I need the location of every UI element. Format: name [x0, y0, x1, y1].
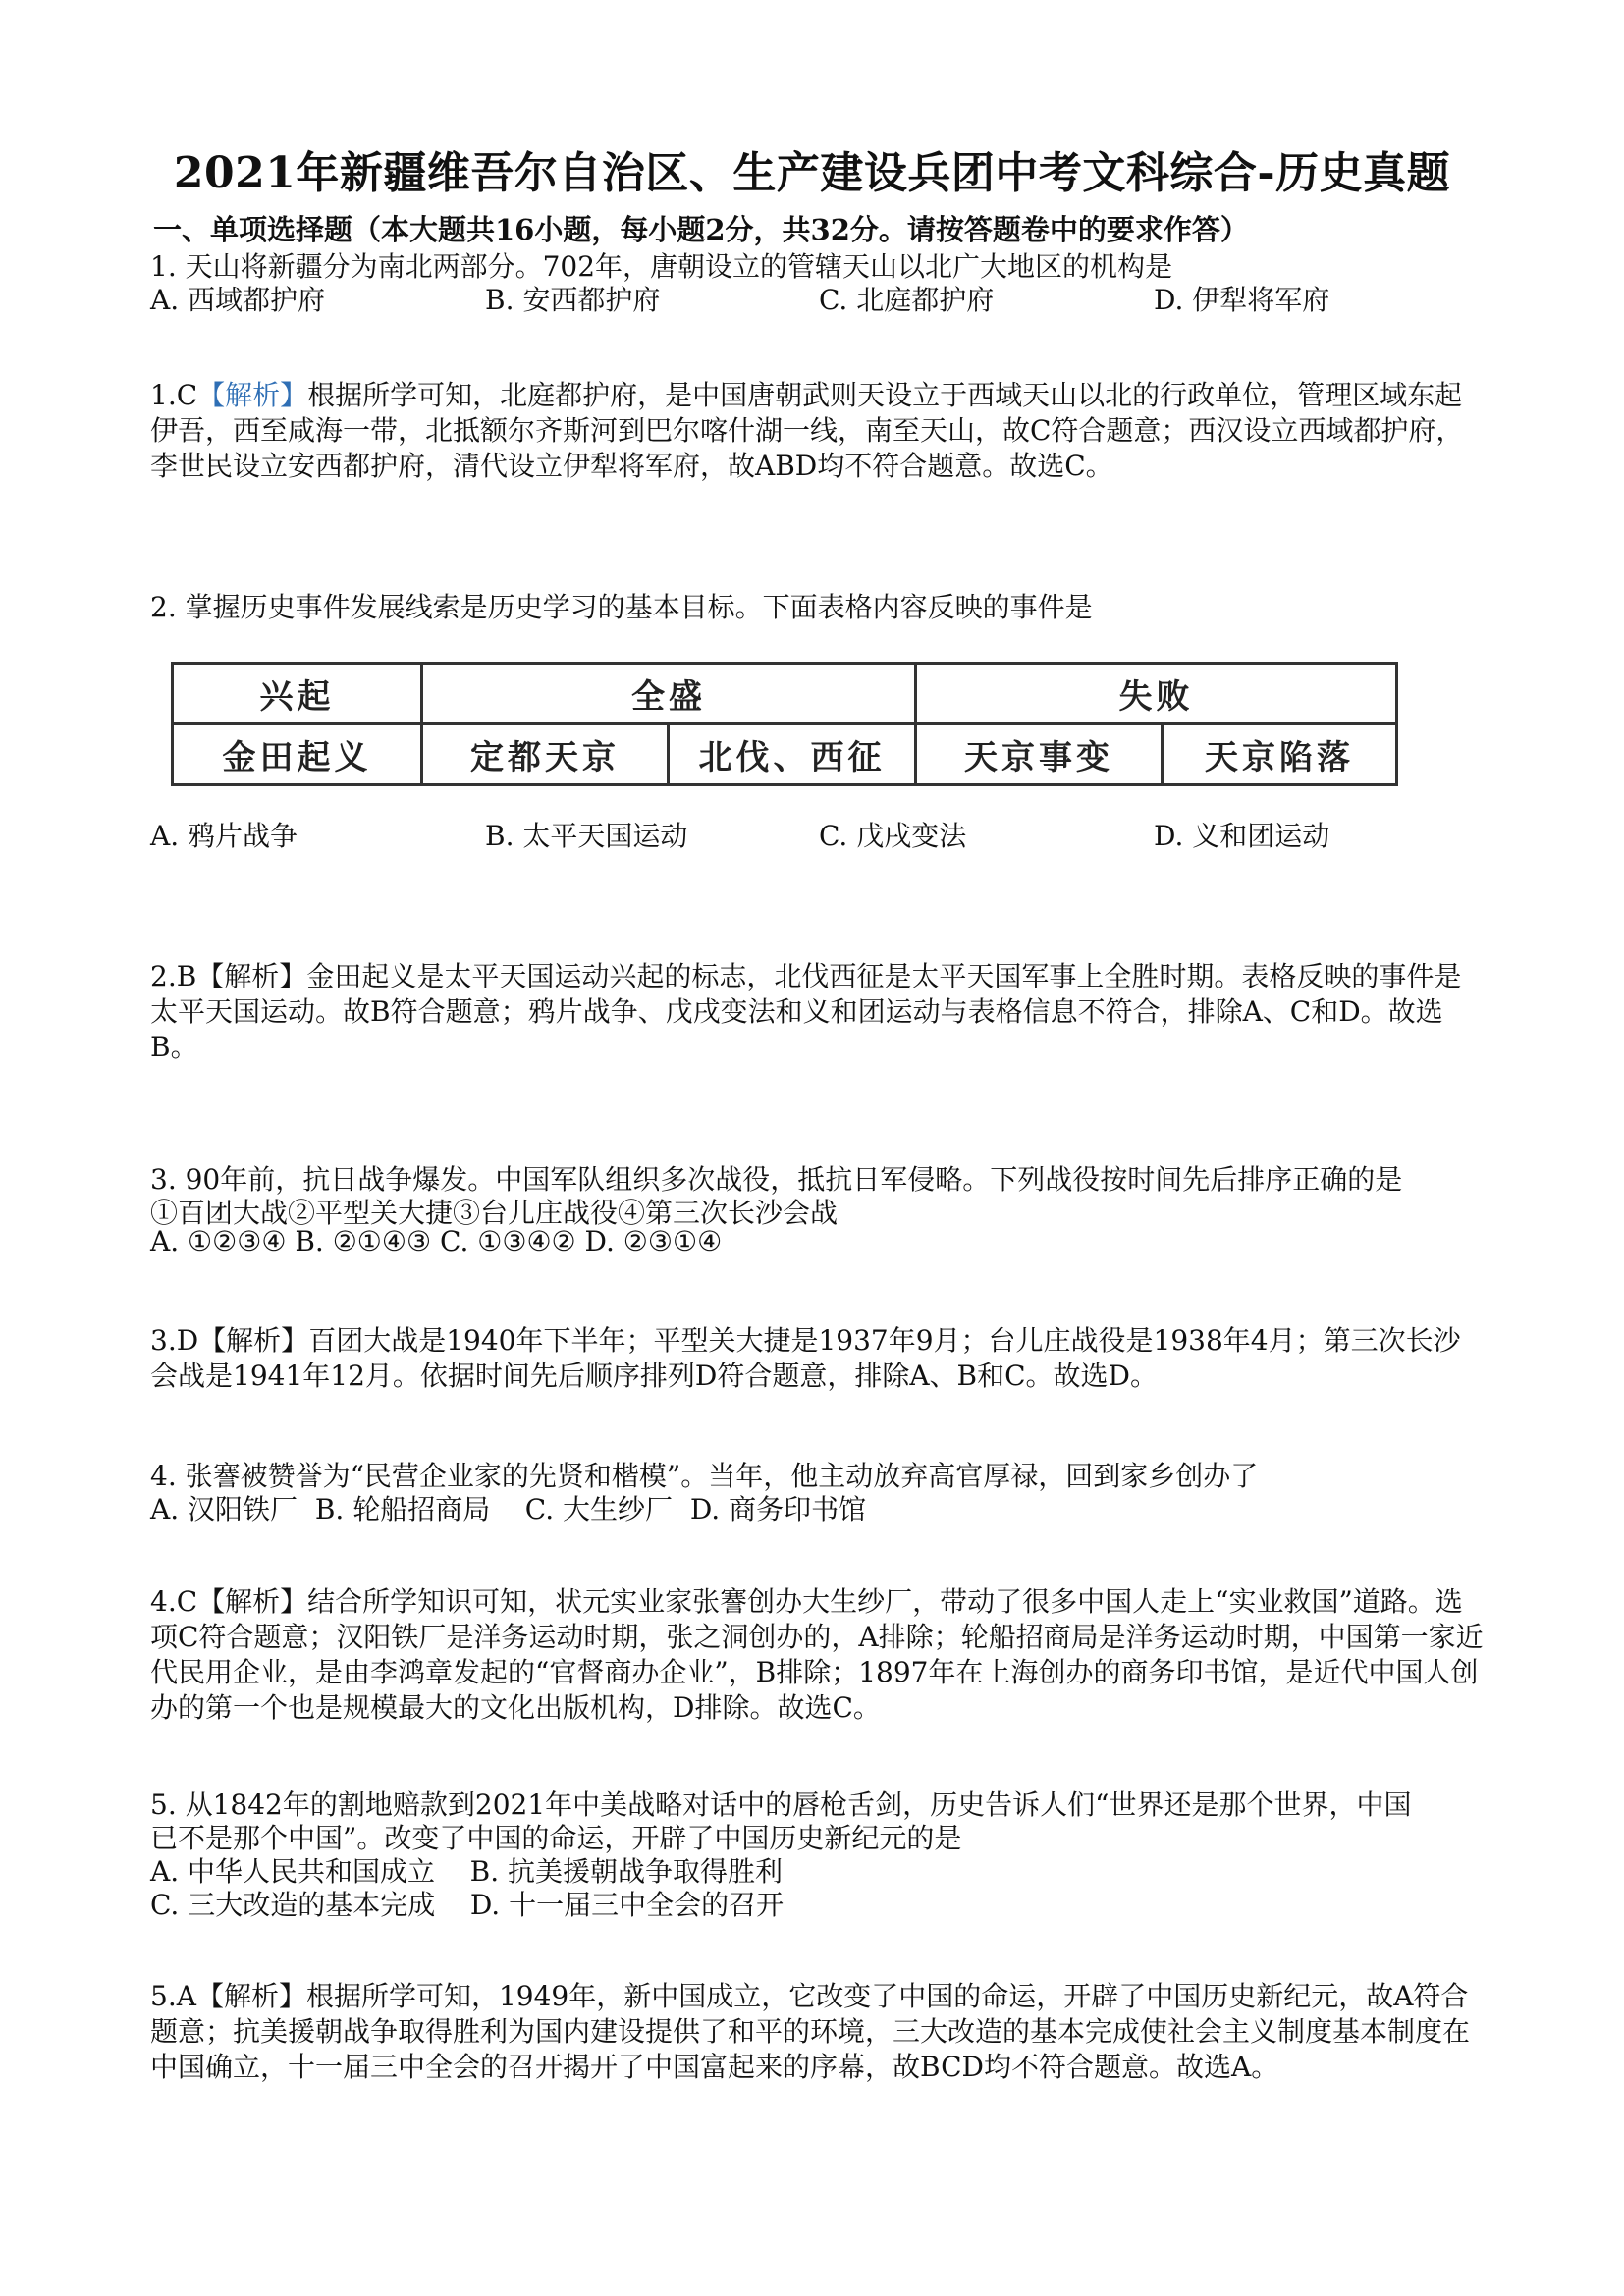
q4-explanation [150, 1584, 1486, 1726]
q1-option-b: B. 安西都护府 [485, 284, 661, 316]
question-5-stem-line-1: 5. 从1842年的割地赔款到2021年中美战略对话中的唇枪舌剑，历史告诉人们“世界还是那个世界，中国 [150, 1789, 1412, 1821]
table-header-failure: 失败 [916, 664, 1397, 724]
q2-option-c: C. 戊戌变法 [819, 820, 967, 852]
table-header-peak: 全盛 [422, 664, 916, 724]
q1-explanation [150, 378, 1486, 484]
question-3-stem: 3. 90年前，抗日战争爆发。中国军队组织多次战役，抵抗日军侵略。下列战役按时间先后排序正确的是 [150, 1163, 1403, 1196]
q1-option-a: A. 西域都护府 [150, 284, 326, 316]
table-cell: 北伐、西征 [669, 724, 916, 785]
page-title: 2021年新疆维吾尔自治区、生产建设兵团中考文科综合-历史真题 [173, 148, 1451, 198]
q4-options: A. 汉阳铁厂 B. 轮船招商局 C. 大生纱厂 D. 商务印书馆 [150, 1493, 867, 1525]
table-cell: 天京事变 [916, 724, 1163, 785]
q2-option-a: A. 鸦片战争 [150, 820, 298, 852]
q4-answer: 4.C [150, 1585, 198, 1618]
q3-explanation [150, 1323, 1486, 1394]
q5-options-line-2: C. 三大改造的基本完成 D. 十一届三中全会的召开 [150, 1889, 785, 1921]
section-heading: 一、单项选择题（本大题共16小题，每小题2分，共32分。请按答题卷中的要求作答） [153, 213, 1249, 246]
question-4-stem: 4. 张謇被赞誉为“民营企业家的先贤和楷模”。当年，他主动放弃高官厚禄，回到家乡创办了 [150, 1460, 1259, 1492]
q1-option-c: C. 北庭都护府 [819, 284, 995, 316]
q5-analysis-tag: 【解析】 [195, 1980, 306, 2012]
question-5-stem-line-2: 已不是那个中国”。改变了中国的命运，开辟了中国历史新纪元的是 [150, 1822, 962, 1854]
q1-answer: 1.C [150, 379, 198, 411]
q3-answer: 3.D [150, 1324, 199, 1357]
q2-analysis-tag: 【解析】 [196, 960, 307, 992]
q1-analysis-tag: 【解析】 [197, 379, 308, 411]
q1-option-d: D. 伊犁将军府 [1154, 284, 1330, 316]
q4-analysis-tag: 【解析】 [197, 1585, 308, 1618]
q2-explanation-text: 金田起义是太平天国运动兴起的标志，北伐西征是太平天国军事上全胜时期。表格反映的事件是太平天国运动。故B符合题意；鸦片战争、戊戌变法和义和团运动与表格信息不符合，排除A、C和D。故选B。 [150, 960, 1462, 1063]
q3-explanation-text: 百团大战是1940年下半年；平型关大捷是1937年9月；台儿庄战役是1938年4月；第三次长沙会战是1941年12月。依据时间先后顺序排列D符合题意，排除A、B和C。故选D。 [150, 1324, 1461, 1392]
q2-option-b: B. 太平天国运动 [485, 820, 688, 852]
q1-explanation-text: 根据所学可知，北庭都护府，是中国唐朝武则天设立于西域天山以北的行政单位，管理区域东起伊吾，西至咸海一带，北抵额尔齐斯河到巴尔喀什湖一线，南至天山，故C符合题意；西汉设立西域都护府，李世民设立安西都护府，清代设立伊犁将军府，故ABD均不符合题意。故选C。 [150, 379, 1464, 482]
table-header-rise: 兴起 [173, 664, 422, 724]
q4-explanation-text: 结合所学知识可知，状元实业家张謇创办大生纱厂，带动了很多中国人走上“实业救国”道路。选项C符合题意；汉阳铁厂是洋务运动时期，张之洞创办的，A排除；轮船招商局是洋务运动时期，中国第一家近代民用企业，是由李鸿章发起的“官督商办企业”，B排除；1897年在上海创办的商务印书馆，是近代中国人创办的第一个也是规模最大的文化出版机构，D排除。故选C。 [150, 1585, 1484, 1724]
q5-options-line-1: A. 中华人民共和国成立 B. 抗美援朝战争取得胜利 [150, 1855, 784, 1888]
q2-explanation [150, 959, 1486, 1065]
q5-explanation [150, 1979, 1486, 2085]
taiping-timeline-table [171, 662, 1398, 786]
q3-analysis-tag: 【解析】 [198, 1324, 309, 1357]
q5-explanation-text: 根据所学可知，1949年，新中国成立，它改变了中国的命运，开辟了中国历史新纪元，故A符合题意；抗美援朝战争取得胜利为国内建设提供了和平的环境，三大改造的基本完成使社会主义制度基本制度在中国确立，十一届三中全会的召开揭开了中国富起来的序幕，故BCD均不符合题意。故选A。 [150, 1980, 1471, 2083]
table-cell: 定都天京 [422, 724, 669, 785]
question-1-stem: 1. 天山将新疆分为南北两部分。702年，唐朝设立的管辖天山以北广大地区的机构是 [150, 250, 1173, 283]
q3-options: A. ①②③④ B. ②①④③ C. ①③④② D. ②③①④ [150, 1225, 723, 1257]
q2-answer: 2.B [150, 960, 197, 992]
table-cell: 金田起义 [173, 724, 422, 785]
question-2-stem: 2. 掌握历史事件发展线索是历史学习的基本目标。下面表格内容反映的事件是 [150, 591, 1093, 623]
q5-answer: 5.A [150, 1980, 196, 2012]
q2-option-d: D. 义和团运动 [1154, 820, 1330, 852]
q3-items: ①百团大战②平型关大捷③台儿庄战役④第三次长沙会战 [150, 1197, 839, 1229]
table-cell: 天京陷落 [1163, 724, 1397, 785]
